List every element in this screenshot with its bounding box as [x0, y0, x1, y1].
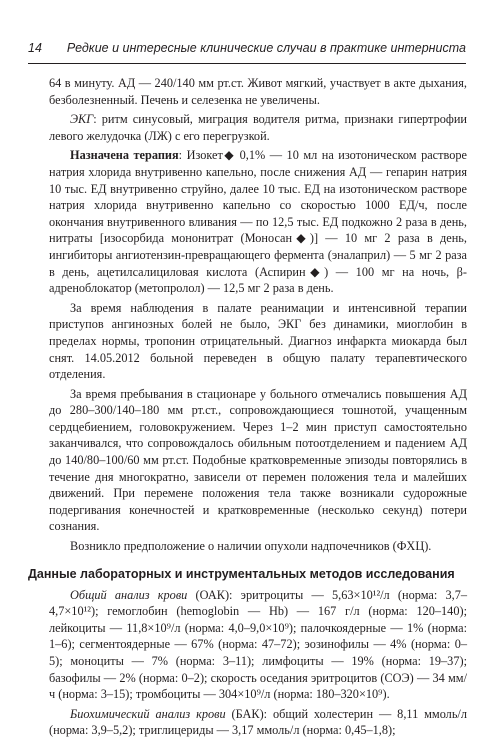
paragraph-hospital-stay: За время пребывания в стационаре у больного отмечались повышения АД до 280–300/140–180 мм рт.ст., сопровождающиеся тошнотой, учащенным сердцебиением, головокружением. Через 1–2 мин приступ самостоятельно заканчивался, что сопровождалось обильным потоотделением и падением АД до 140/80–100/60 мм рт.ст. Подобные кратковременные эпизоды повторялись в течение дня многократно, зависели от перемен положения тела и малейших движений. При перемене положения тела также возникали судорожные подергивания конечностей и кратковременные (несколько секунд) потери сознания. [49, 386, 467, 534]
paragraph-therapy: Назначена терапия: Изокет◆ 0,1% — 10 мл на изотоническом растворе натрия хлорида внутривенно капельно, после снижения АД — гепарин натрия 10 тыс. ЕД внутривенно струйно, далее 10 тыс. ЕД на изотоническом растворе натрия хлорида внутривенно капельно со скоростью 1000 ЕД/ч, после окончания внутривенного вливания — по 12,5 тыс. ЕД подкожно 2 раза в день, нитраты [изосорбида мононитрат (Моносан◆)] — 10 мг 2 раза в день, ингибиторы ангиотензин-превращающего фермента (эналаприл) — 5 мг 2 раза в день, ацетилсалициловая кислота (Аспирин◆) — 100 мг на ночь, β-адреноблокатор (метопролол) — 12,5 мг 2 раза в день. [49, 148, 467, 296]
paragraph-icu: За время наблюдения в палате реанимации и интенсивной терапии приступов ангинозных болей не было, ЭКГ без динамики, миоглобин в пределах нормы, тропонин отрицательный. Диагноз инфаркта миокарда был снят. 14.05.2012 больной переведен в общую палату терапевтического отделения. [49, 300, 467, 382]
paragraph-hypothesis: Возникло предположение о наличии опухоли надпочечников (ФХЦ). [70, 539, 432, 554]
running-header [28, 41, 466, 55]
therapy-lead: Назначена терапия [70, 148, 179, 163]
paragraph-ecg: ЭКГ: ритм синусовый, миграция водителя ритма, признаки гипертрофии левого желудочка (ЛЖ) с его перегрузкой. [49, 112, 467, 143]
cbc-lead: Общий анализ крови [70, 587, 188, 602]
ecg-lead: ЭКГ [70, 112, 94, 127]
paragraph-exam: 64 в минуту. АД — 240/140 мм рт.ст. Живот мягкий, участвует в акте дыхания, безболезненный. Печень и селезенка не увеличены. [49, 76, 467, 107]
paragraph-cbc: Общий анализ крови (ОАК): эритроциты — 5,63×10¹²/л (норма: 3,7–4,7×10¹²); гемоглобин (hemoglobin — Hb) — 167 г/л (норма: 120–140); лейкоциты — 11,8×10⁹/л (норма: 4,0–9,0×10⁹); палочкоядерные — 1% (норма: 1–6); сегментоядерные — 67% (норма: 47–72); эозинофилы — 4% (норма: 0–5); моноциты — 7% (норма: 3–11); лимфоциты — 19% (норма: 19–37); базофилы — 2% (норма: 0–2); скорость оседания эритроцитов (СОЭ) — 34 мм/ч (норма: 3–15); тромбоциты — 304×10⁹/л (норма: 180–320×10⁹). [49, 587, 467, 702]
header-rule [28, 63, 466, 64]
running-title: Редкие и интересные клинические случаи в практике интерниста [66, 41, 466, 55]
body-text [28, 75, 467, 742]
paragraph-biochem: Биохимический анализ крови (БАК): общий холестерин — 8,11 ммоль/л (норма: 3,9–5,2); триглицериды — 3,17 ммоль/л (норма: 0,45–1,8); [49, 706, 467, 738]
biochem-lead: Биохимический анализ крови [70, 706, 226, 721]
page-number: 14 [28, 41, 42, 55]
section-heading: Данные лабораторных и инструментальных методов исследования [28, 566, 455, 581]
